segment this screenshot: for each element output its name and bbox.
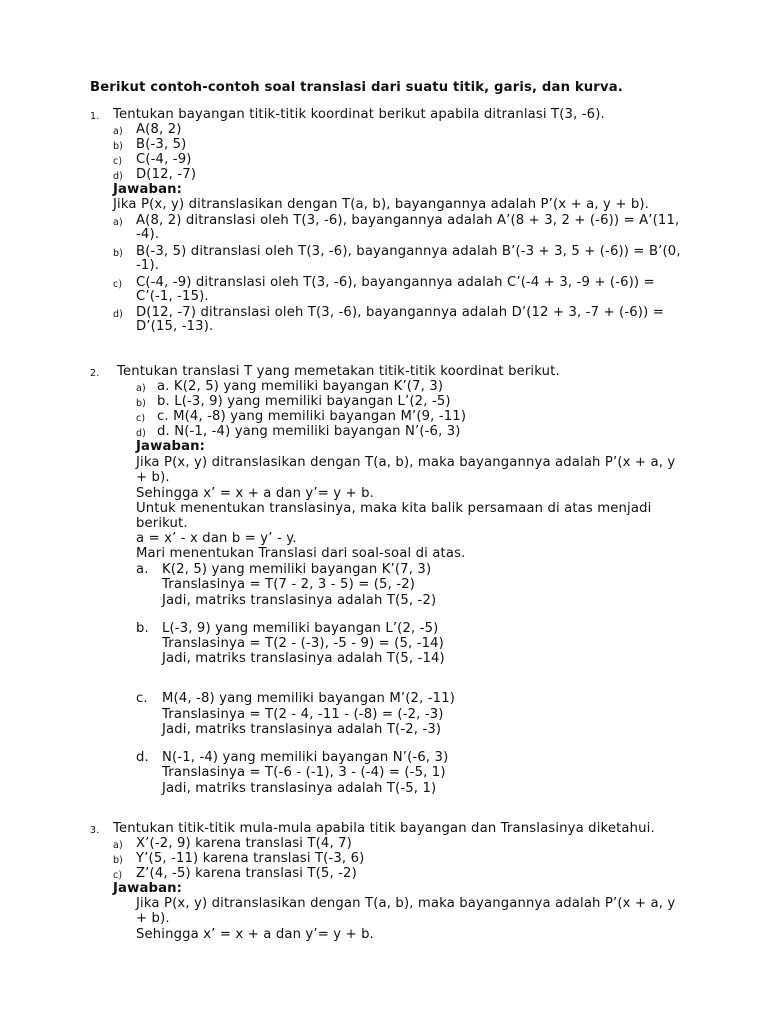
q2-item-marker: c) [136, 413, 146, 424]
q2-answer-intro: + b). [136, 470, 170, 485]
q2-answer-label: Jawaban: [136, 439, 206, 454]
q1-answer-line: A(8, 2) ditranslasi oleh T(3, -6), bayangannya adalah A’(8 + 3, 2 + (-6)) = A’(11, [136, 213, 680, 228]
q1-answer-intro: Jika P(x, y) ditranslasikan dengan T(a, b), bayangannya adalah P’(x + a, y + b). [113, 197, 650, 212]
q3-item-marker: c) [113, 870, 123, 881]
q2-solution-line: N(-1, -4) yang memiliki bayangan N’(-6, 3) [162, 750, 449, 765]
q1-answer-marker: c) [113, 279, 123, 290]
q2-lets: Mari menentukan Translasi dari soal-soal di atas. [136, 546, 466, 561]
q3-question: Tentukan titik-titik mula-mula apabila titik bayangan dan Translasinya diketahui. [113, 821, 655, 836]
q2-solution-marker: b. [136, 621, 149, 636]
q2-question: Tentukan translasi T yang memetakan titik-titik koordinat berikut. [117, 364, 560, 379]
q2-solution-line: Translasinya = T(7 - 2, 3 - 5) = (5, -2) [162, 577, 416, 592]
q2-solution-line: M(4, -8) yang memiliki bayangan M’(2, -11) [162, 691, 456, 706]
q2-solution-marker: c. [136, 691, 148, 706]
q2-so: Sehingga x’ = x + a dan y’= y + b. [136, 486, 374, 501]
q1-answer-line: C(-4, -9) ditranslasi oleh T(3, -6), bayangannya adalah C’(-4 + 3, -9 + (-6)) = [136, 275, 655, 290]
q1-answer-line: C’(-1, -15). [136, 289, 209, 304]
q1-answer-line: -4). [136, 227, 160, 242]
q3-so: Sehingga x’ = x + a dan y’= y + b. [136, 927, 374, 942]
q3-item: Z’(4, -5) karena translasi T(5, -2) [136, 866, 357, 881]
q3-answer-label: Jawaban: [113, 881, 183, 896]
q3-number: 3. [90, 825, 100, 836]
q3-item-marker: a) [113, 840, 123, 851]
q3-item-marker: b) [113, 855, 124, 866]
q1-item-marker: d) [113, 171, 124, 182]
q2-solution-line: K(2, 5) yang memiliki bayangan K’(7, 3) [162, 562, 432, 577]
q1-item: C(-4, -9) [136, 152, 192, 167]
q2-solution-line: Translasinya = T(2 - 4, -11 - (-8) = (-2, -3) [162, 707, 444, 722]
q2-solution-line: Jadi, matriks translasinya adalah T(-2, -3) [162, 722, 442, 737]
q1-answer-line: -1). [136, 258, 160, 273]
q2-item: a. K(2, 5) yang memiliki bayangan K’(7, 3) [157, 379, 444, 394]
q2-solution-line: Translasinya = T(-6 - (-1), 3 - (-4) = (-5, 1) [162, 765, 446, 780]
q2-item-marker: a) [136, 383, 146, 394]
q1-item: B(-3, 5) [136, 137, 187, 152]
q2-item-marker: d) [136, 428, 147, 439]
q1-answer-line: B(-3, 5) ditranslasi oleh T(3, -6), bayangannya adalah B’(-3 + 3, 5 + (-6)) = B’(0, [136, 244, 681, 259]
page-title: Berikut contoh-contoh soal translasi dari suatu titik, garis, dan kurva. [90, 80, 623, 95]
q1-answer-marker: a) [113, 217, 123, 228]
q3-answer-intro: Jika P(x, y) ditranslasikan dengan T(a, b), maka bayangannya adalah P’(x + a, y [136, 896, 676, 911]
q2-item: c. M(4, -8) yang memiliki bayangan M’(9, -11) [157, 409, 467, 424]
q3-item: Y’(5, -11) karena translasi T(-3, 6) [136, 851, 365, 866]
q2-formula: a = x’ - x dan b = y’ - y. [136, 531, 297, 546]
q2-item: d. N(-1, -4) yang memiliki bayangan N’(-6, 3) [157, 424, 461, 439]
q3-item: X’(-2, 9) karena translasi T(4, 7) [136, 836, 352, 851]
q2-number: 2. [90, 368, 100, 379]
q1-item-marker: a) [113, 126, 123, 137]
q1-item: A(8, 2) [136, 122, 182, 137]
q1-item-marker: b) [113, 141, 124, 152]
q2-solution-line: Jadi, matriks translasinya adalah T(5, -14) [162, 651, 445, 666]
q2-solution-marker: d. [136, 750, 149, 765]
q2-solution-marker: a. [136, 562, 149, 577]
q2-item: b. L(-3, 9) yang memiliki bayangan L’(2, -5) [157, 394, 451, 409]
q2-answer-intro: Jika P(x, y) ditranslasikan dengan T(a, b), maka bayangannya adalah P’(x + a, y [136, 455, 676, 470]
q2-item-marker: b) [136, 398, 147, 409]
q2-solution-line: Jadi, matriks translasinya adalah T(-5, 1) [162, 781, 437, 796]
q2-reverse: berikut. [136, 516, 188, 531]
q1-answer-line: D’(15, -13). [136, 319, 214, 334]
q1-item: D(12, -7) [136, 167, 197, 182]
q1-number: 1. [90, 111, 100, 122]
q1-item-marker: c) [113, 156, 123, 167]
q3-answer-intro: + b). [136, 911, 170, 926]
q1-answer-marker: b) [113, 248, 124, 259]
q2-solution-line: Translasinya = T(2 - (-3), -5 - 9) = (5, -14) [162, 636, 444, 651]
q2-reverse: Untuk menentukan translasinya, maka kita balik persamaan di atas menjadi [136, 501, 652, 516]
q1-answer-line: D(12, -7) ditranslasi oleh T(3, -6), bayangannya adalah D’(12 + 3, -7 + (-6)) = [136, 305, 664, 320]
q1-answer-label: Jawaban: [113, 182, 183, 197]
q2-solution-line: L(-3, 9) yang memiliki bayangan L’(2, -5) [162, 621, 439, 636]
q2-solution-line: Jadi, matriks translasinya adalah T(5, -2) [162, 593, 437, 608]
q1-answer-marker: d) [113, 309, 124, 320]
q1-question: Tentukan bayangan titik-titik koordinat berikut apabila ditranlasi T(3, -6). [113, 107, 605, 122]
